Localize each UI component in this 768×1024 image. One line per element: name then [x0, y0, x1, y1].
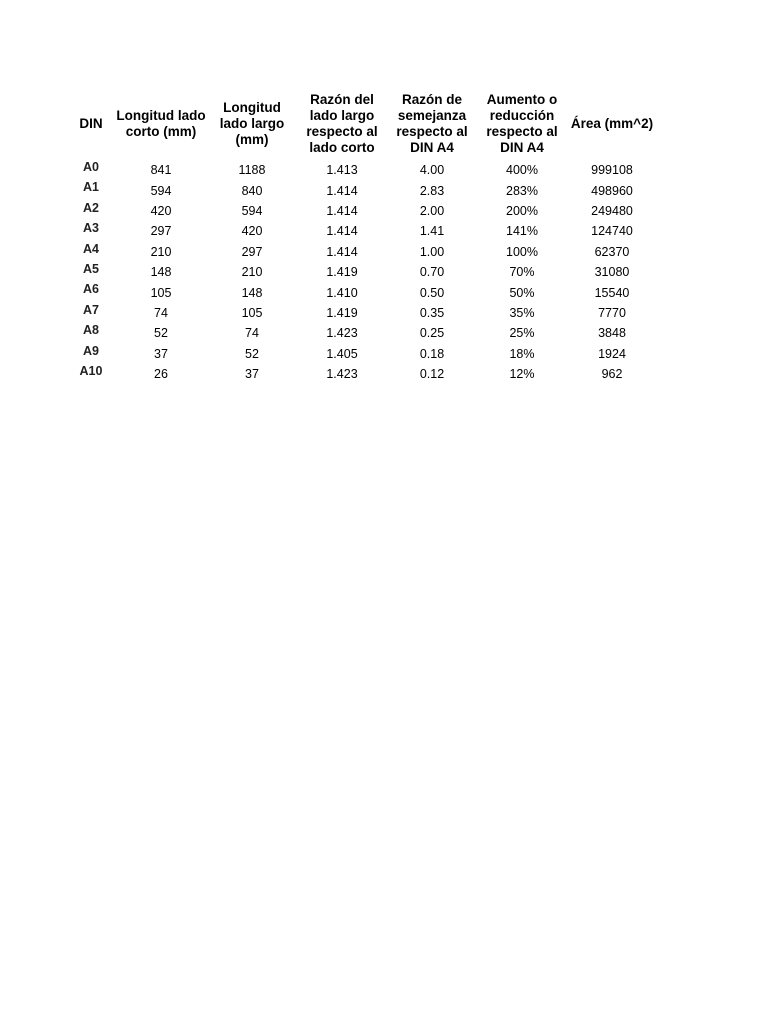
din-cell: A8: [83, 323, 99, 338]
side-ratio-cell: 1.414: [326, 203, 358, 218]
din-cell: A9: [83, 343, 99, 358]
short-side-cell: 297: [150, 224, 172, 239]
table-row: [68, 221, 656, 241]
din-cell: A10: [79, 363, 103, 378]
header-long-side: Longitud lado largo (mm): [219, 100, 285, 147]
side-ratio-cell: 1.419: [326, 265, 358, 280]
scale-percent-cell: 400%: [506, 163, 538, 178]
long-side-cell: 594: [241, 203, 263, 218]
din-cell: A0: [83, 160, 99, 174]
table-row: [68, 262, 656, 282]
short-side-cell: 26: [154, 367, 168, 382]
long-side-cell: 52: [245, 346, 259, 361]
table-row: [68, 344, 656, 364]
area-cell: 31080: [594, 265, 630, 280]
long-side-cell: 297: [241, 244, 263, 259]
area-cell: 1924: [598, 346, 626, 361]
long-side-cell: 37: [245, 367, 259, 382]
table-row: [68, 201, 656, 221]
long-side-cell: 74: [245, 326, 259, 341]
side-ratio-cell: 1.414: [326, 183, 358, 198]
side-ratio-cell: 1.414: [326, 244, 358, 259]
similarity-ratio-cell: 0.50: [419, 285, 445, 300]
din-cell: A3: [83, 221, 99, 236]
table-row: [68, 303, 656, 323]
table-row: [68, 323, 656, 343]
scale-percent-cell: 25%: [509, 326, 535, 341]
scale-percent-cell: 18%: [509, 346, 535, 361]
similarity-ratio-cell: 0.18: [419, 346, 445, 361]
scale-percent-cell: 100%: [506, 244, 538, 259]
side-ratio-cell: 1.414: [326, 224, 358, 239]
header-short-side: Longitud lado corto (mm): [116, 108, 206, 139]
scale-percent-cell: 141%: [506, 224, 538, 239]
side-ratio-cell: 1.423: [326, 367, 358, 382]
din-cell: A1: [83, 180, 99, 195]
similarity-ratio-cell: 2.83: [419, 183, 445, 198]
short-side-cell: 52: [154, 326, 168, 341]
area-cell: 15540: [594, 285, 630, 300]
table-row: [68, 180, 656, 200]
header-similarity-ratio: Razón de semejanza respecto al DIN A4: [396, 92, 468, 155]
side-ratio-cell: 1.405: [326, 346, 358, 361]
short-side-cell: 210: [150, 244, 172, 259]
scale-percent-cell: 283%: [506, 183, 538, 198]
short-side-cell: 420: [150, 203, 172, 218]
scale-percent-cell: 70%: [509, 265, 535, 280]
short-side-cell: 594: [150, 183, 172, 198]
scale-percent-cell: 12%: [509, 367, 535, 382]
area-cell: 124740: [591, 224, 633, 239]
similarity-ratio-cell: 0.25: [419, 326, 445, 341]
area-cell: 962: [601, 367, 623, 382]
header-area: Área (mm^2): [570, 116, 654, 131]
area-cell: 7770: [598, 305, 626, 320]
scale-percent-cell: 50%: [509, 285, 535, 300]
din-cell: A4: [83, 241, 99, 256]
din-cell: A2: [83, 200, 99, 215]
scale-percent-cell: 35%: [509, 305, 535, 320]
short-side-cell: 105: [150, 285, 172, 300]
area-cell: 999108: [591, 163, 633, 178]
side-ratio-cell: 1.413: [326, 163, 358, 178]
similarity-ratio-cell: 0.70: [419, 265, 445, 280]
din-paper-sizes-table: [68, 92, 656, 384]
table-row: [68, 282, 656, 302]
similarity-ratio-cell: 4.00: [419, 163, 445, 178]
short-side-cell: 841: [150, 163, 172, 178]
similarity-ratio-cell: 1.00: [419, 244, 445, 259]
header-side-ratio: Razón del lado largo respecto al lado corto: [306, 92, 378, 155]
table-row: [68, 160, 656, 180]
area-cell: 498960: [591, 183, 633, 198]
long-side-cell: 210: [241, 265, 263, 280]
table-body: [68, 160, 656, 384]
din-cell: A7: [83, 302, 99, 317]
long-side-cell: 1188: [238, 163, 266, 178]
similarity-ratio-cell: 0.35: [419, 305, 445, 320]
side-ratio-cell: 1.419: [326, 305, 358, 320]
similarity-ratio-cell: 1.41: [419, 224, 445, 239]
header-din: DIN: [79, 116, 103, 131]
header-scale-percent: Aumento o reducción respecto al DIN A4: [486, 92, 558, 155]
table-row: [68, 242, 656, 262]
table-row: [68, 364, 656, 384]
header-row: [68, 92, 656, 160]
spreadsheet-area: [68, 92, 656, 384]
scale-percent-cell: 200%: [506, 203, 538, 218]
side-ratio-cell: 1.410: [326, 285, 358, 300]
area-cell: 3848: [598, 326, 626, 341]
din-cell: A6: [83, 282, 99, 297]
side-ratio-cell: 1.423: [326, 326, 358, 341]
long-side-cell: 105: [241, 305, 263, 320]
short-side-cell: 37: [154, 346, 168, 361]
long-side-cell: 420: [241, 224, 263, 239]
similarity-ratio-cell: 0.12: [419, 367, 445, 382]
similarity-ratio-cell: 2.00: [419, 203, 445, 218]
din-cell: A5: [83, 261, 99, 276]
short-side-cell: 74: [154, 305, 168, 320]
area-cell: 249480: [591, 203, 633, 218]
long-side-cell: 840: [241, 183, 263, 198]
area-cell: 62370: [594, 244, 630, 259]
short-side-cell: 148: [150, 265, 172, 280]
long-side-cell: 148: [241, 285, 263, 300]
